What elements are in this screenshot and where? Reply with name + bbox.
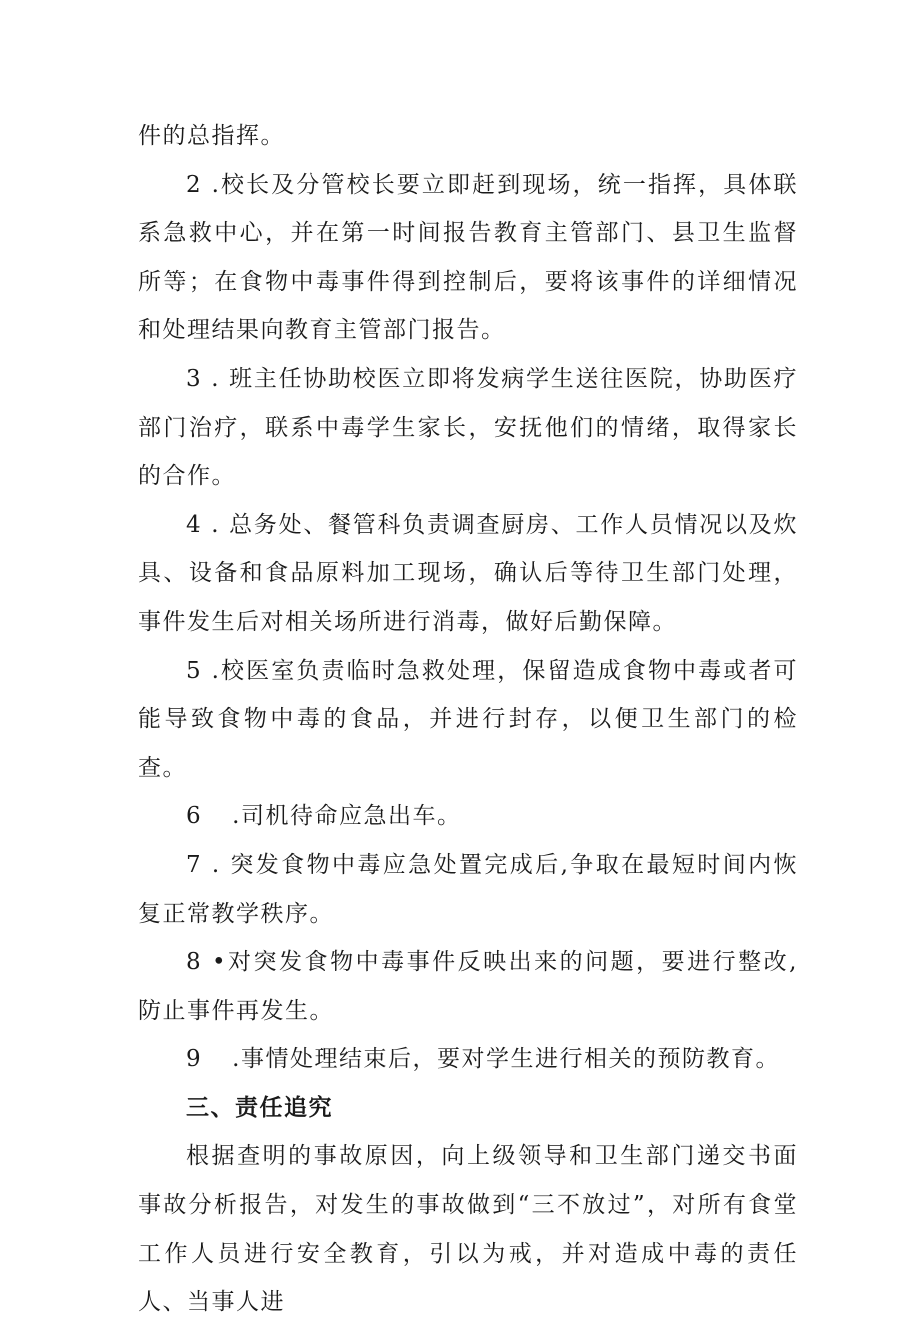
list-item-9 xyxy=(138,1035,798,1084)
item-text: 校长及分管校长要立即赶到现场，统一指挥，具体联系急救中心，并在第一时间报告教育主管部门、县卫生监督所等；在食物中毒事件得到控制后，要将该事件的详细情况和处理结果向教育主管部门报告。 xyxy=(138,171,799,344)
document-body xyxy=(138,112,798,1327)
list-item-8 xyxy=(138,938,798,1035)
list-item-7 xyxy=(138,841,798,938)
item-number: 9 xyxy=(186,1046,203,1073)
list-item-6 xyxy=(138,792,798,841)
item-separator: . xyxy=(202,511,230,538)
list-item-4 xyxy=(138,501,798,647)
item-separator: . xyxy=(202,171,221,198)
item-text: 校医室负责临时急救处理，保留造成食物中毒或者可能导致食物中毒的食品，并进行封存，以便卫生部门的检查。 xyxy=(138,657,799,781)
item-separator: . xyxy=(232,803,241,830)
item-separator: . xyxy=(232,1046,241,1073)
item-number: 7 xyxy=(186,851,203,878)
item-number: 2 xyxy=(186,171,203,198)
item-text: 班主任协助校医立即将发病学生送往医院，协助医疗部门治疗，联系中毒学生家长，安抚他们的情绪，取得家长的合作。 xyxy=(138,365,799,490)
list-item-2 xyxy=(138,161,798,355)
item-text: 对突发食物中毒事件反映出来的问题，要进行整改,防止事件再发生。 xyxy=(138,949,798,1024)
item-text: 突发食物中毒应急处置完成后,争取在最短时间内恢复正常教学秩序。 xyxy=(138,851,798,927)
item-number: 4 xyxy=(186,511,203,538)
item-separator: . xyxy=(202,657,221,684)
item-separator: . xyxy=(202,851,231,878)
list-item-5 xyxy=(138,647,798,793)
section-heading: 三、责任追究 xyxy=(186,1094,333,1121)
final-paragraph: 根据查明的事故原因，向上级领导和卫生部门递交书面事故分析报告，对发生的事故做到“三不放过”，对所有食堂工作人员进行安全教育，引以为戒，并对造成中毒的责任人、当事人进 xyxy=(138,1143,798,1316)
list-item-3 xyxy=(138,355,798,501)
item-text: 司机待命应急出车。 xyxy=(240,803,462,830)
item-text: 总务处、餐管科负责调查厨房、工作人员情况以及炊具、设备和食品原料加工现场，确认后等待卫生部门处理，事件发生后对相关场所进行消毒，做好后勤保障。 xyxy=(138,511,799,635)
item-number: 8 xyxy=(186,949,203,976)
item-number: 6 xyxy=(186,803,203,830)
item-number: 5 xyxy=(186,657,203,684)
item-separator: . xyxy=(202,365,230,392)
item-separator: • xyxy=(202,949,228,976)
item-text: 事情处理结束后，要对学生进行相关的预防教育。 xyxy=(240,1046,780,1073)
paragraph-continuation: 件的总指挥。 xyxy=(138,123,285,149)
item-number: 3 xyxy=(186,365,203,392)
